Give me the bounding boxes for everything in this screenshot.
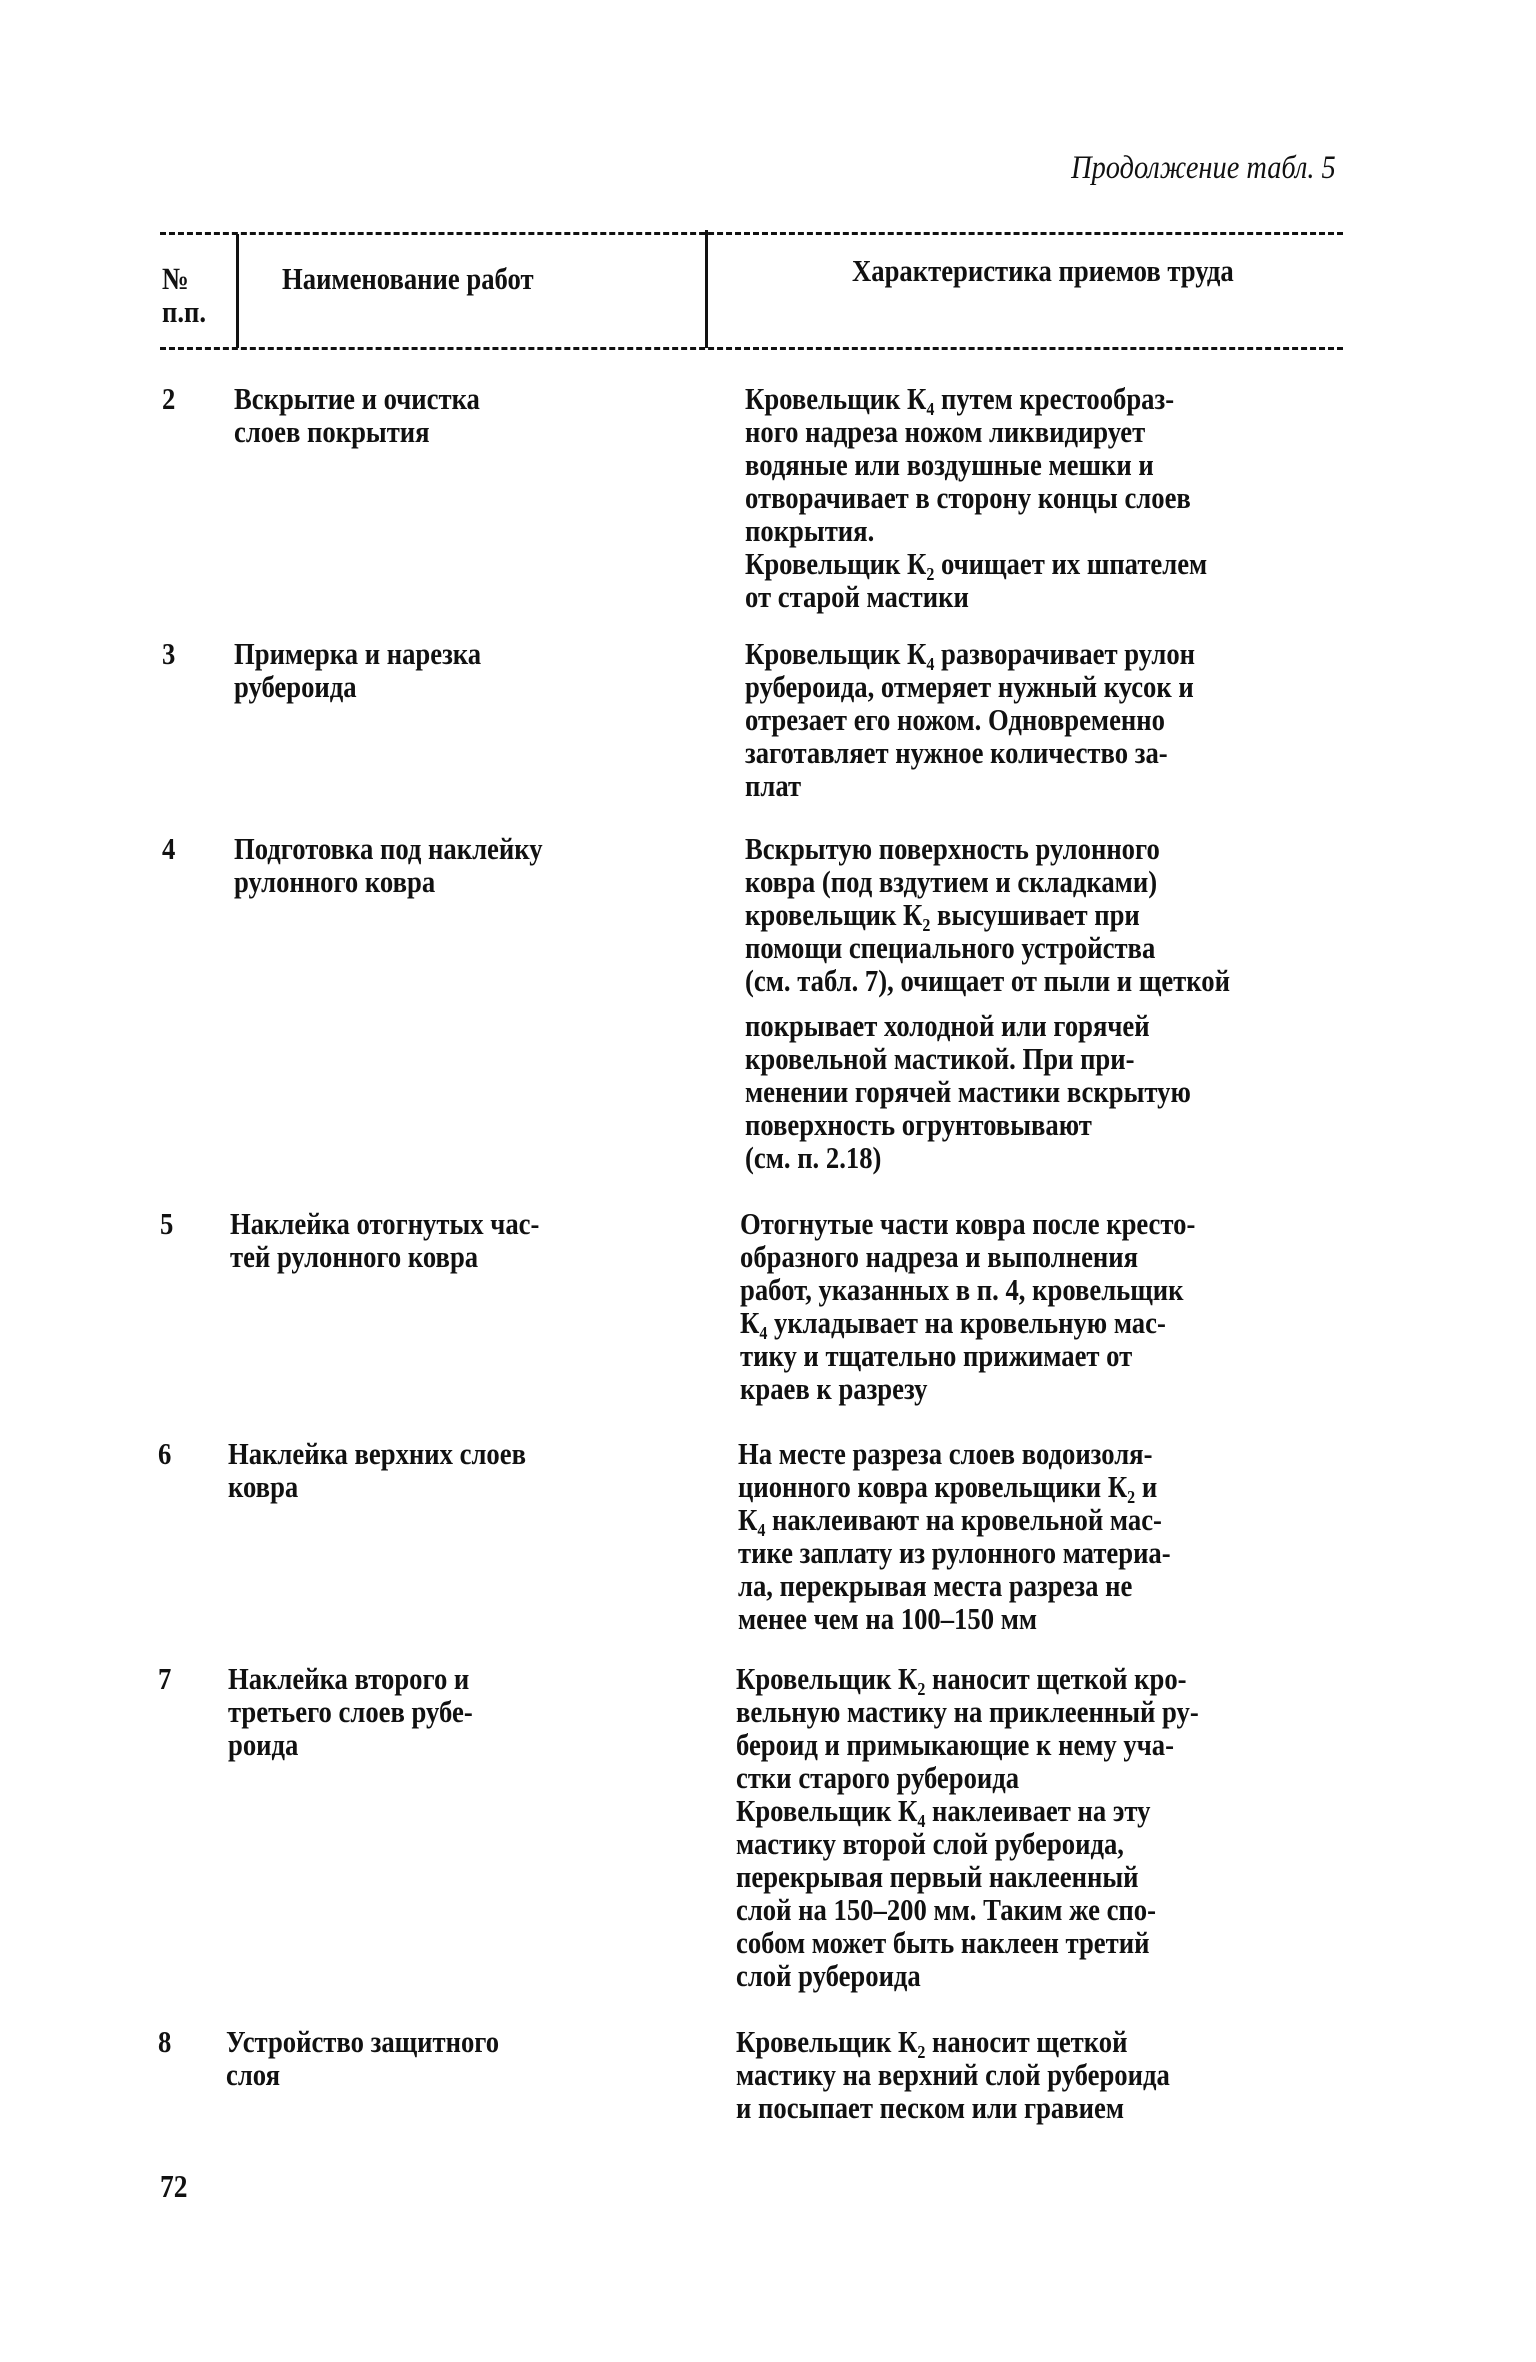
work-name-line: Подготовка под наклейку xyxy=(234,831,543,866)
work-description-line: ковра (под вздутием и складками) xyxy=(745,864,1158,899)
work-description-line: К₄ наклеивают на кровельной мас- xyxy=(738,1502,1162,1537)
work-description xyxy=(745,382,1207,613)
work-name-line: роида xyxy=(228,1727,299,1762)
work-description-line: стки старого рубероида xyxy=(736,1760,1020,1795)
work-description-line: Кровельщик К₄ разворачивает рулон xyxy=(745,636,1196,671)
work-description-line: мастику второй слой рубероида, xyxy=(736,1826,1124,1861)
work-name-line: Наклейка верхних слоев xyxy=(228,1436,526,1471)
row-number: 8 xyxy=(158,2024,172,2059)
row-number: 6 xyxy=(158,1436,172,1471)
header-top-rule xyxy=(160,232,1343,235)
work-description-line: помощи специального устройства xyxy=(745,930,1156,965)
work-description-line: Кровельщик К₂ очищает их шпателем xyxy=(745,546,1208,581)
work-description-line: заготавляет нужное количество за- xyxy=(745,735,1168,770)
row-number: 4 xyxy=(162,831,176,866)
work-description-line: Отогнутые части ковра после кресто- xyxy=(740,1206,1196,1241)
work-name-line: Наклейка второго и xyxy=(228,1661,470,1696)
work-description-line: Вскрытую поверхность рулонного xyxy=(745,831,1160,866)
work-description-line: от старой мастики xyxy=(745,579,969,614)
work-name xyxy=(234,382,480,448)
work-description xyxy=(736,1662,1199,1992)
work-description-line: отворачивает в сторону концы слоев xyxy=(745,480,1191,515)
work-description-line: Кровельщик К₂ наносит щеткой кро- xyxy=(736,1661,1187,1696)
row-number: 5 xyxy=(160,1206,174,1241)
table-continuation-title: Продолжение табл. 5 xyxy=(1071,150,1336,186)
work-description-line: ла, перекрывая места разреза не xyxy=(738,1568,1133,1603)
work-description-line: покрытия. xyxy=(745,513,875,548)
work-description-line: кровельной мастикой. При при- xyxy=(745,1041,1135,1076)
work-name-line: рубероида xyxy=(234,669,357,704)
work-name-line: ковра xyxy=(228,1469,299,1504)
header-divider-1 xyxy=(236,234,239,348)
work-name-line: Устройство защитного xyxy=(226,2024,500,2059)
row-number: 2 xyxy=(162,381,176,416)
work-description xyxy=(745,832,1230,1174)
work-description-line: краев к разрезу xyxy=(740,1371,928,1406)
work-description-line: (см. п. 2.18) xyxy=(745,1140,882,1175)
header-col-description: Характеристика приемов труда xyxy=(852,253,1234,288)
work-description-line: работ, указанных в п. 4, кровельщик xyxy=(740,1272,1184,1307)
header-col-name: Наименование работ xyxy=(282,261,534,296)
work-description-line: слой на 150–200 мм. Таким же спо- xyxy=(736,1892,1157,1927)
work-description-line: собом может быть наклеен третий xyxy=(736,1925,1150,1960)
work-name xyxy=(228,1662,473,1761)
work-name-line: слоя xyxy=(226,2057,281,2092)
work-description-line: плат xyxy=(745,768,802,803)
work-name-line: рулонного ковра xyxy=(234,864,436,899)
work-name xyxy=(234,637,481,703)
row-number: 7 xyxy=(158,1661,172,1696)
row-number: 3 xyxy=(162,636,176,671)
work-description xyxy=(738,1437,1171,1635)
work-name xyxy=(228,1437,526,1503)
work-description-line: К₄ укладывает на кровельную мас- xyxy=(740,1305,1166,1340)
work-description-line: покрывает холодной или горячей xyxy=(745,1008,1150,1043)
work-description-line: менее чем на 100–150 мм xyxy=(738,1601,1038,1636)
work-description-line: тике заплату из рулонного материа- xyxy=(738,1535,1171,1570)
work-name-line: Наклейка отогнутых час- xyxy=(230,1206,540,1241)
work-name-line: Вскрытие и очистка xyxy=(234,381,480,416)
work-description-line: слой рубероида xyxy=(736,1958,921,1993)
work-description-line: Кровельщик К₄ путем крестообраз- xyxy=(745,381,1175,416)
work-description-line: отрезает его ножом. Одновременно xyxy=(745,702,1165,737)
work-description-line: вельную мастику на приклеенный ру- xyxy=(736,1694,1199,1729)
work-description-line: бероид и примыкающие к нему уча- xyxy=(736,1727,1175,1762)
work-description-line: ного надреза ножом ликвидирует xyxy=(745,414,1146,449)
work-description-line: и посыпает песком или гравием xyxy=(736,2090,1125,2125)
work-description-line: На месте разреза слоев водоизоля- xyxy=(738,1436,1153,1471)
work-description-line: образного надреза и выполнения xyxy=(740,1239,1139,1274)
work-name xyxy=(234,832,543,898)
header-bottom-rule xyxy=(160,347,1343,350)
header-divider-2 xyxy=(705,230,708,348)
work-name-line: Примерка и нарезка xyxy=(234,636,482,671)
work-description-line: Кровельщик К₂ наносит щеткой xyxy=(736,2024,1128,2059)
work-name xyxy=(230,1207,539,1273)
work-description xyxy=(736,2025,1170,2124)
work-name-line: слоев покрытия xyxy=(234,414,430,449)
work-description-line: Кровельщик К₄ наклеивает на эту xyxy=(736,1793,1151,1828)
page-number: 72 xyxy=(160,2168,188,2204)
work-name xyxy=(226,2025,499,2091)
work-name-line: третьего слоев рубе- xyxy=(228,1694,473,1729)
work-description-line: менении горячей мастики вскрытую xyxy=(745,1074,1191,1109)
work-description-line: ционного ковра кровельщики К₂ и xyxy=(738,1469,1158,1504)
work-description-line: поверхность огрунтовывают xyxy=(745,1107,1092,1142)
work-description-line: рубероида, отмеряет нужный кусок и xyxy=(745,669,1194,704)
work-description-line: водяные или воздушные мешки и xyxy=(745,447,1154,482)
work-description-line: кровельщик К₂ высушивает при xyxy=(745,897,1140,932)
work-description-line: тику и тщательно прижимает от xyxy=(740,1338,1133,1373)
header-col-number-line2: п.п. xyxy=(162,294,207,329)
header-col-number xyxy=(162,262,206,328)
work-description-line: (см. табл. 7), очищает от пыли и щеткой xyxy=(745,963,1230,998)
work-description xyxy=(745,637,1195,802)
header-col-number-line1: № xyxy=(162,261,189,296)
work-description xyxy=(740,1207,1195,1405)
work-description-line: перекрывая первый наклеенный xyxy=(736,1859,1139,1894)
work-description-line: мастику на верхний слой рубероида xyxy=(736,2057,1170,2092)
work-name-line: тей рулонного ковра xyxy=(230,1239,479,1274)
